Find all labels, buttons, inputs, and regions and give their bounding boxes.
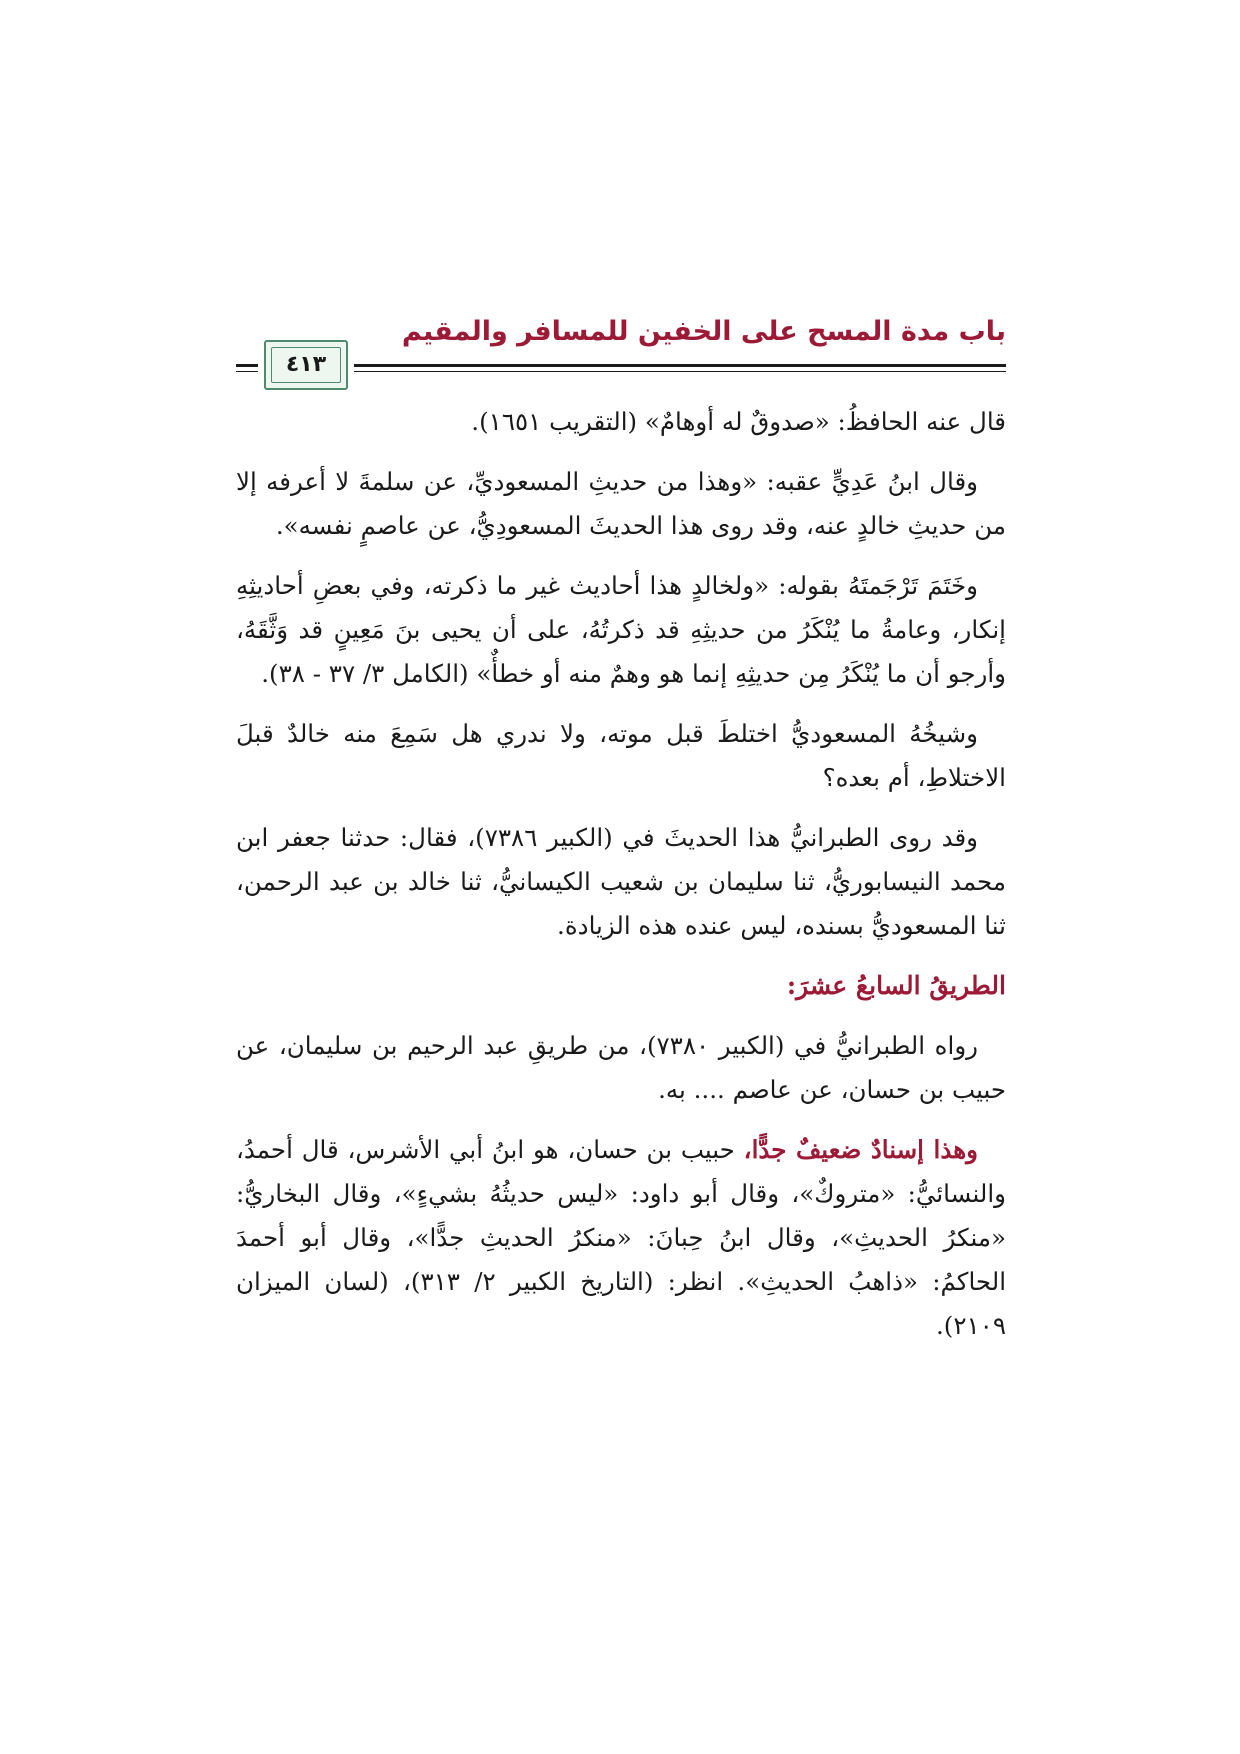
paragraph-7 xyxy=(236,1128,1006,1348)
paragraph-5: وقد روى الطبرانيُّ هذا الحديثَ في (الكبير ٧٣٨٦)، فقال: حدثنا جعفر ابن محمد النيسابوريُّ، ثنا سليمان بن شعيب الكيسانيُّ، ثنا خالد بن عبد الرحمن، ثنا المسعوديُّ بسنده، ليس عنده هذه الزيادة. xyxy=(236,823,1006,940)
paragraph-1: قال عنه الحافظُ: «صدوقٌ له أوهامٌ» (التقريب ١٦٥١). xyxy=(471,407,1006,436)
section-heading: الطريقُ السابعُ عشرَ: xyxy=(786,971,1006,1000)
header-rule xyxy=(354,371,1006,372)
paragraph-2: وقال ابنُ عَدِيٍّ عقبه: «وهذا من حديثِ المسعوديِّ، عن سلمةَ لا أعرفه إلا من حديثِ خالدٍ عنه، وقد روى هذا الحديثَ المسعودِيُّ، عن عاصمٍ نفسه». xyxy=(236,467,1006,540)
paragraph-4: وشيخُهُ المسعوديُّ اختلطَ قبل موته، ولا ندري هل سَمِعَ منه خالدٌ قبلَ الاختلاطِ، أم بعده؟ xyxy=(236,719,1006,792)
header-rule xyxy=(236,371,258,372)
header-rule xyxy=(236,364,258,367)
page-number: ٤١٣ xyxy=(285,352,327,377)
paragraph-7-text: حبيب بن حسان، هو ابنُ أبي الأشرس، قال أحمدُ، والنسائيُّ: «متروكٌ»، وقال أبو داود: «ليس حديثُهُ بشيءٍ»، وقال البخاريُّ: «منكرُ الحديثِ»، وقال ابنُ حِبانَ: «منكرُ الحديثِ جدًّا»، وقال أبو أحمدَ الحاكمُ: «ذاهبُ الحديثِ». انظر: (التاريخ الكبير ٢/ ٣١٣)، (لسان الميزان ٢١٠٩). xyxy=(236,1135,1006,1340)
paragraph-6: رواه الطبرانيُّ في (الكبير ٧٣٨٠)، من طريقِ عبد الرحيم بن سليمان، عن حبيب بن حسان، عن عاصم .... به. xyxy=(236,1031,1006,1104)
header-rule xyxy=(354,364,1006,367)
page-number-badge xyxy=(264,340,348,390)
page-body xyxy=(236,400,1006,1364)
grading-highlight: وهذا إسنادٌ ضعيفٌ جدًّا، xyxy=(743,1135,978,1164)
paragraph-3: وخَتَمَ تَرْجَمتَهُ بقوله: «ولخالدٍ هذا أحاديث غير ما ذكرته، وفي بعضِ أحاديثِهِ إنكار، وعامةُ ما يُنْكَرُ من حديثِهِ قد ذكرتُهُ، على أن يحيى بنَ مَعِينٍ قد وَثَّقَهُ، وأرجو أن ما يُنْكَرُ مِن حديثِهِ إنما هو وهمٌ منه أو خطأٌ» (الكامل ٣/ ٣٧ - ٣٨). xyxy=(236,571,1006,688)
chapter-title: باب مدة المسح على الخفين للمسافر والمقيم xyxy=(401,316,1006,347)
page-header xyxy=(236,312,1006,392)
